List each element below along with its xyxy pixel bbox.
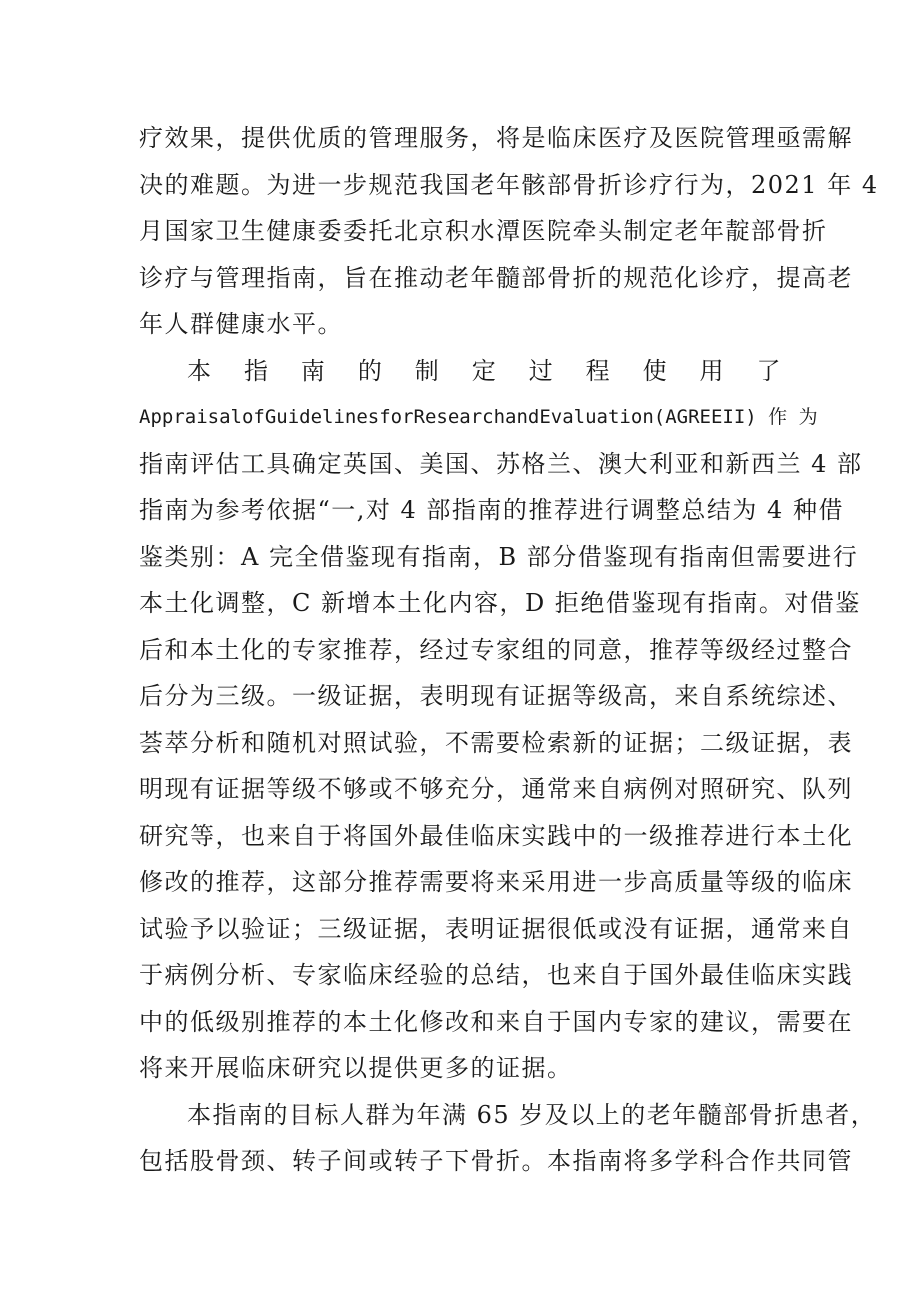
paragraph-line: 将来开展临床研究以提供更多的证据。 xyxy=(139,1054,573,1082)
paragraph-line: 疗效果，提供优质的管理服务，将是临床医疗及医院管理亟需解 xyxy=(139,124,853,152)
paragraph-line: 明现有证据等级不够或不够充分，通常来自病例对照研究、队列 xyxy=(139,775,853,803)
paragraph-line: 指南评估工具确定英国、美国、苏格兰、澳大利亚和新西兰 4 部 xyxy=(139,450,863,478)
paragraph-line: 后和本土化的专家推荐，经过专家组的同意，推荐等级经过整合 xyxy=(139,636,853,664)
paragraph-line: 诊疗与管理指南，旨在推动老年髓部骨折的规范化诊疗，提高老 xyxy=(139,264,853,292)
paragraph-line: 鉴类别：A 完全借鉴现有指南，B 部分借鉴现有指南但需要进行 xyxy=(139,543,859,571)
paragraph-line: 本指南的目标人群为年满 65 岁及以上的老年髓部骨折患者， xyxy=(187,1101,877,1129)
paragraph-line: 年人群健康水平。 xyxy=(139,310,343,338)
paragraph-line: 月国家卫生健康委委托北京积水潭医院牵头制定老年靛部骨折 xyxy=(139,217,828,245)
paragraph-line: 试验予以验证；三级证据，表明证据很低或没有证据，通常来自 xyxy=(139,915,853,943)
paragraph-line: 中的低级别推荐的本土化修改和来自于国内专家的建议，需要在 xyxy=(139,1008,853,1036)
paragraph-line: 后分为三级。一级证据，表明现有证据等级高，来自系统综述、 xyxy=(139,682,853,710)
paragraph-line: 荟萃分析和随机对照试验，不需要检索新的证据；二级证据，表 xyxy=(139,729,853,757)
paragraph-line: 研究等，也来自于将国外最佳临床实践中的一级推荐进行本土化 xyxy=(139,822,853,850)
paragraph-line: 本土化调整，C 新增本土化内容，D 拒绝借鉴现有指南。对借鉴 xyxy=(139,589,861,617)
paragraph-line: 修改的推荐，这部分推荐需要将来采用进一步高质量等级的临床 xyxy=(139,868,853,896)
paragraph-line: AppraisalofGuidelinesforResearchandEvaluation(AGREEII) 作 为 xyxy=(139,406,818,428)
paragraph-line: 决的难题。为进一步规范我国老年骸部骨折诊疗行为，2021 年 4 xyxy=(139,171,879,199)
paragraph-line: 于病例分析、专家临床经验的总结，也来自于国外最佳临床实践 xyxy=(139,961,853,989)
paragraph-line: 本 指 南 的 制 定 过 程 使 用 了 xyxy=(187,357,782,385)
paragraph-line: 包括股骨颈、转子间或转子下骨折。本指南将多学科合作共同管 xyxy=(139,1147,853,1175)
paragraph-line: 指南为参考依据“一,对 4 部指南的推荐进行调整总结为 4 种借 xyxy=(139,496,844,524)
